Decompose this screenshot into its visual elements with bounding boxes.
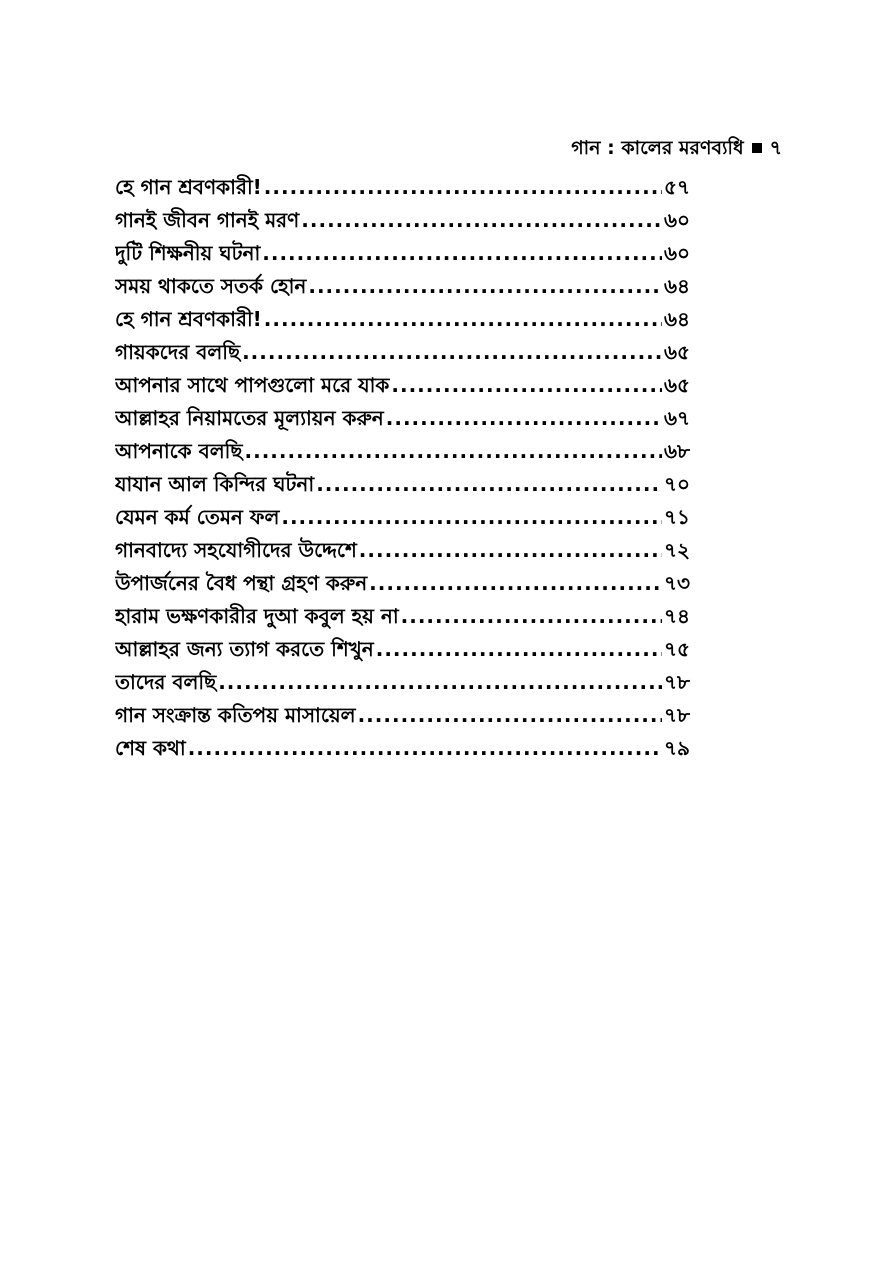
toc-entry-title: উপার্জনের বৈধ পন্থা গ্রহণ করুন [115, 571, 368, 595]
toc-entry-title: শেষ কথা [115, 736, 186, 760]
toc-entry-page: ৭৮ [664, 703, 690, 727]
running-header [571, 134, 782, 162]
toc-entry-page: ৬৫ [664, 340, 690, 364]
toc-dot-leader [401, 600, 662, 633]
toc-entry-page: ৬৮ [664, 439, 690, 463]
toc-entry-title: গানই জীবন গানই মরণ [115, 208, 300, 232]
toc-entry-title: আল্লাহর জন্য ত্যাগ করতে শিখুন [115, 637, 374, 661]
toc-entry [115, 336, 690, 369]
toc-entry-title: আপনার সাথে পাপগুলো মরে যাক [115, 373, 390, 397]
toc-entry-title: হারাম ভক্ষণকারীর দুআ কবুল হয় না [115, 604, 399, 628]
toc-entry [115, 369, 690, 402]
toc-dot-leader [262, 237, 662, 270]
toc-entry-page: ৭৮ [664, 670, 690, 694]
toc-entry-title: হে গান শ্রবণকারী! [115, 307, 262, 331]
toc-entry-title: সময় থাকতে সতর্ক হোন [115, 274, 307, 298]
toc-entry-page: ৭১ [664, 505, 690, 529]
toc-entry-page: ৬০ [663, 241, 690, 265]
toc-entry [115, 732, 690, 765]
toc-entry-page: ৬৪ [664, 307, 690, 331]
page-number: ৭ [769, 137, 782, 159]
toc-entry-title: যাযান আল কিন্দির ঘটনা [115, 472, 315, 496]
toc-entry-page: ৭২ [663, 538, 690, 562]
toc-dot-leader [359, 534, 662, 567]
toc-dot-leader [386, 402, 662, 435]
toc-entry-page: ৭৪ [664, 604, 690, 628]
toc-dot-leader [188, 732, 662, 765]
toc-dot-leader [391, 369, 662, 402]
toc-entry [115, 171, 690, 204]
toc-entry-page: ৭৫ [664, 637, 690, 661]
toc-entry-page: ৭০ [663, 472, 690, 496]
toc-entry-title: আপনাকে বলছি [115, 439, 243, 463]
toc-dot-leader [245, 435, 663, 468]
toc-dot-leader [358, 699, 662, 732]
toc-entry [115, 534, 690, 567]
toc-entry-title: গান সংক্রান্ত কতিপয় মাসায়েল [115, 703, 356, 727]
toc-entry-title: যেমন কর্ম তেমন ফল [115, 505, 280, 529]
toc-entry [115, 237, 690, 270]
toc-entry-page: ৬৪ [664, 274, 690, 298]
toc-entry-page: ৬৫ [664, 373, 690, 397]
toc-entry [115, 600, 690, 633]
toc-entry-title: আল্লাহর নিয়ামতের মূল্যায়ন করুন [115, 406, 384, 430]
toc-dot-leader [218, 666, 662, 699]
toc-dot-leader [264, 303, 662, 336]
toc-entry [115, 567, 690, 600]
toc-entry [115, 633, 690, 666]
toc-entry [115, 204, 690, 237]
toc-entry-page: ৬৭ [663, 406, 690, 430]
table-of-contents [115, 171, 690, 765]
running-title: গান : কালের মরণব্যধি [571, 137, 744, 159]
toc-entry-title: হে গান শ্রবণকারী! [115, 175, 262, 199]
toc-entry [115, 501, 690, 534]
toc-entry-title: গায়কদের বলছি [115, 340, 241, 364]
square-bullet-icon [752, 143, 762, 153]
toc-entry [115, 270, 690, 303]
toc-entry-title: দুটি শিক্ষনীয় ঘটনা [115, 241, 261, 265]
toc-entry-page: ৬০ [663, 208, 690, 232]
toc-entry-page: ৭৩ [663, 571, 690, 595]
toc-dot-leader [308, 270, 662, 303]
toc-entry-page: ৫৭ [664, 175, 690, 199]
toc-entry-title: গানবাদ্যে সহযোগীদের উদ্দেশে [115, 538, 357, 562]
toc-dot-leader [281, 501, 662, 534]
toc-dot-leader [242, 336, 662, 369]
toc-entry [115, 666, 690, 699]
toc-entry-title: তাদের বলছি [115, 670, 217, 694]
toc-entry [115, 303, 690, 336]
toc-entry-page: ৭৯ [664, 736, 690, 760]
toc-dot-leader [264, 171, 662, 204]
toc-entry [115, 468, 690, 501]
toc-entry [115, 402, 690, 435]
toc-entry [115, 435, 690, 468]
toc-dot-leader [369, 567, 662, 600]
toc-dot-leader [316, 468, 662, 501]
toc-entry [115, 699, 690, 732]
toc-dot-leader [301, 204, 662, 237]
toc-dot-leader [376, 633, 662, 666]
